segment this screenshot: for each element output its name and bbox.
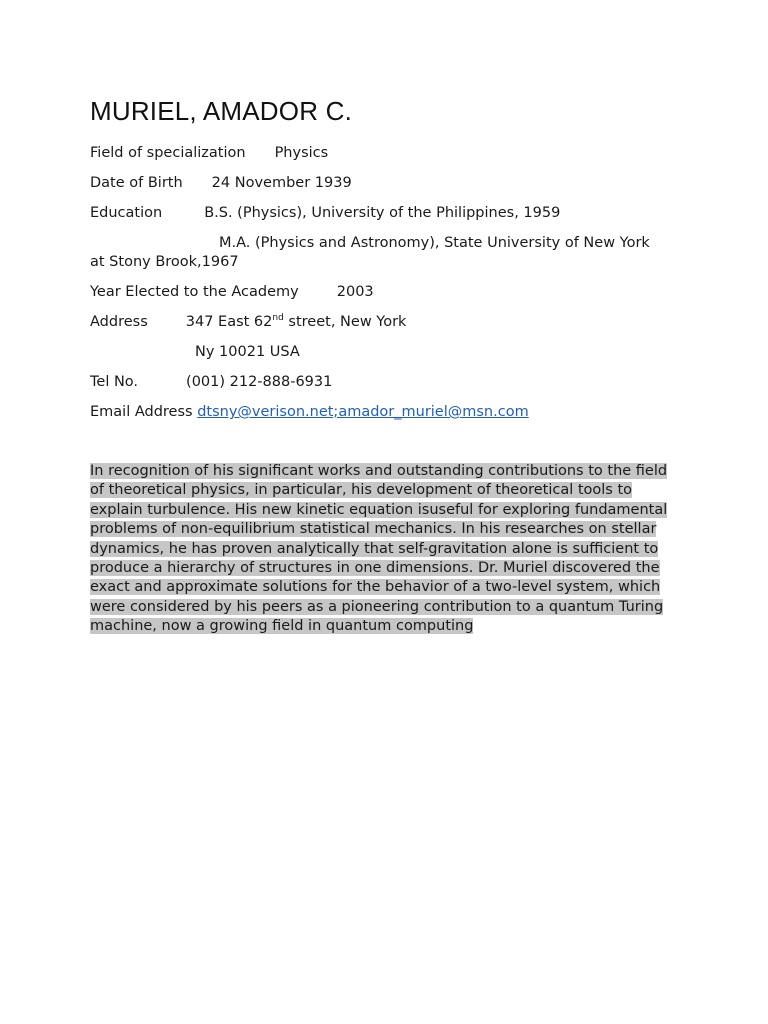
email-row <box>90 403 529 422</box>
address-street <box>186 314 407 330</box>
field-value: Physics <box>274 145 329 161</box>
year-elected-value: 2003 <box>336 284 374 300</box>
address-city-zip: Ny 10021 USA <box>195 344 300 360</box>
citation-paragraph <box>90 462 680 637</box>
tel-value: (001) 212-888-6931 <box>186 374 333 390</box>
address-row <box>90 313 406 332</box>
email-link[interactable]: dtsny@verison.net;amador_muriel@msn.com <box>197 404 529 420</box>
education-row <box>90 204 560 223</box>
address-line2-row <box>90 343 300 362</box>
person-name: MURIEL, AMADOR C. <box>90 96 352 126</box>
dob-row <box>90 174 352 193</box>
dob-label: Date of Birth <box>90 175 183 191</box>
education-label: Education <box>90 205 163 221</box>
education-ma-line2 <box>90 253 239 272</box>
year-elected-row <box>90 283 374 302</box>
address-label: Address <box>90 314 148 330</box>
field-label: Field of specialization <box>90 145 246 161</box>
education-ma-continued: at Stony Brook,1967 <box>90 254 239 270</box>
dob-value: 24 November 1939 <box>211 175 352 191</box>
address-ordinal-suffix: nd <box>272 313 284 323</box>
email-label: Email Address <box>90 404 193 420</box>
address-street-rest: street, New York <box>283 314 407 330</box>
field-row <box>90 144 328 163</box>
education-ma: M.A. (Physics and Astronomy), State University of New York <box>219 235 650 251</box>
address-street-number: 347 East 62 <box>185 314 273 330</box>
tel-row <box>90 373 332 392</box>
tel-label: Tel No. <box>90 374 139 390</box>
education-bs: B.S. (Physics), University of the Philippines, 1959 <box>204 205 561 221</box>
education-ma-line1 <box>90 234 650 253</box>
citation-text: In recognition of his significant works and outstanding contributions to the field of theoretical physics, in particular, his development of theoretical tools to explain turbulence. His new kinetic equation isuseful for exploring fundamental problems of non-equilibrium statistical mechanics. In his researches on stellar dynamics, he has proven analytically that self-gravitation alone is sufficient to produce a hierarchy of structures in one dimensions. Dr. Muriel discovered the exact and approximate solutions for the behavior of a two-level system, which were considered by his peers as a pioneering contribution to a quantum Turing machine, now a growing field in quantum computing <box>90 463 668 635</box>
year-elected-label: Year Elected to the Academy <box>90 284 299 300</box>
